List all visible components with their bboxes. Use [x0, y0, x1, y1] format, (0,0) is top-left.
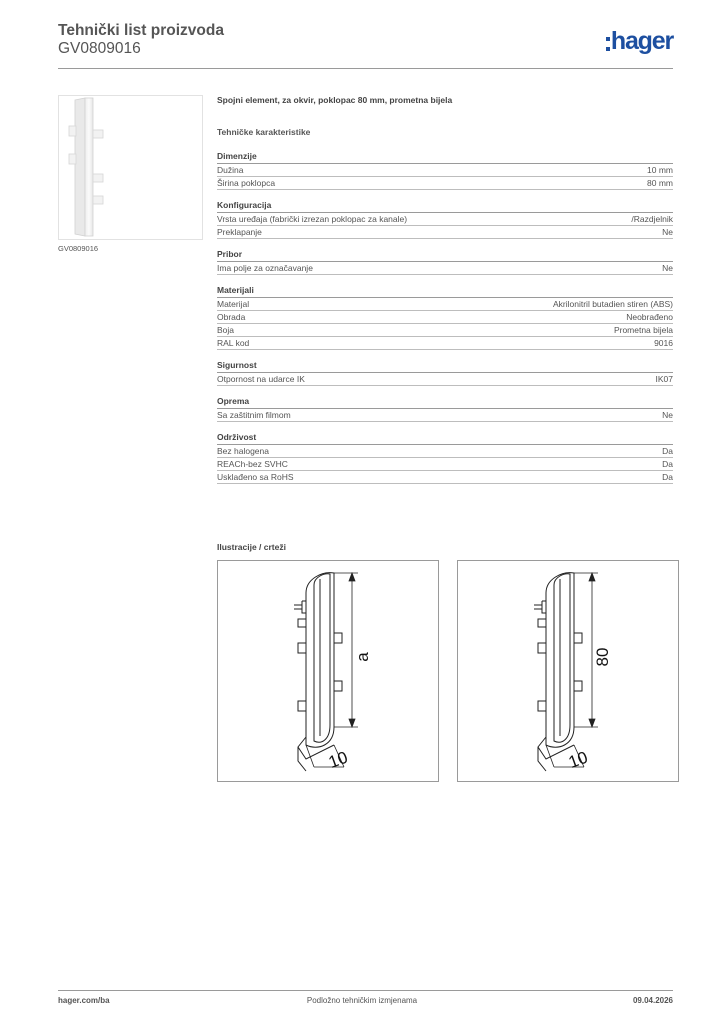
characteristics-panel: [217, 95, 673, 494]
logo-colon-icon: [606, 37, 610, 51]
section-sustainability: [217, 432, 673, 484]
section-safety: [217, 360, 673, 386]
row-value: 9016: [654, 338, 673, 348]
footer-notice: Podložno tehničkim izmjenama: [306, 996, 418, 1005]
dimension-label-height: a: [353, 652, 372, 662]
row-value: Ne: [662, 227, 673, 237]
product-image: [58, 95, 203, 240]
table-row: [217, 337, 673, 350]
product-description: Spojni element, za okvir, poklopac 80 mm, prometna bijela: [217, 95, 453, 105]
row-value: Ne: [662, 263, 673, 273]
row-value: Ne: [662, 410, 673, 420]
header-divider: [58, 68, 673, 69]
row-label: Sa zaštitnim filmom: [217, 410, 291, 420]
table-row: [217, 324, 673, 337]
product-photo-icon: [59, 96, 202, 239]
row-label: Bez halogena: [217, 446, 269, 456]
table-row: [217, 445, 673, 458]
row-label: Boja: [217, 325, 235, 335]
section-title: Konfiguracija: [217, 200, 673, 213]
section-materials: [217, 285, 673, 350]
footer-date: 09.04.2026: [632, 996, 673, 1005]
row-label: Usklađeno sa RoHS: [217, 472, 294, 482]
table-row: [217, 213, 673, 226]
row-label: REACh-bez SVHC: [217, 459, 288, 469]
row-label: Širina poklopca: [217, 178, 276, 188]
table-row: [217, 471, 673, 484]
section-equipment: [217, 396, 673, 422]
section-title: Pribor: [217, 249, 673, 262]
product-code: GV0809016: [58, 40, 141, 57]
table-row: [217, 177, 673, 190]
table-row: [217, 164, 673, 177]
row-value: Prometna bijela: [613, 325, 673, 335]
hager-logo: [606, 26, 673, 56]
section-title: Dimenzije: [217, 151, 673, 164]
connector-outline-icon: [294, 573, 342, 771]
technical-drawing-1: [217, 560, 439, 782]
illustrations-heading: Ilustracije / crteži: [217, 542, 286, 552]
row-value: Neobrađeno: [626, 312, 673, 322]
section-title: Oprema: [217, 396, 673, 409]
dimension-label-width: 10: [565, 747, 591, 772]
footer-website-link[interactable]: hager.com/ba: [58, 996, 110, 1005]
row-label: Materijal: [217, 299, 250, 309]
row-value: Da: [662, 472, 673, 482]
row-value: 10 mm: [647, 165, 673, 175]
row-label: Vrsta uređaja (fabrički izrezan poklopac za kanale): [217, 214, 408, 224]
section-dimensions: [217, 151, 673, 190]
section-accessories: [217, 249, 673, 275]
logo-text: hager: [610, 26, 673, 55]
row-value: IK07: [655, 374, 673, 384]
section-title: Materijali: [217, 285, 673, 298]
document-title: Tehnički list proizvoda: [58, 22, 224, 39]
table-row: [217, 226, 673, 239]
footer-divider: [58, 990, 673, 991]
tech-characteristics-heading: Tehničke karakteristike: [217, 127, 311, 137]
dimension-label-height: 80: [593, 647, 612, 667]
table-row: [217, 311, 673, 324]
section-title: Održivost: [217, 432, 673, 445]
row-value: Da: [662, 446, 673, 456]
technical-drawing-2: [457, 560, 679, 782]
connector-outline-icon: [534, 573, 582, 771]
table-row: [217, 373, 673, 386]
table-row: [217, 409, 673, 422]
row-label: Obrada: [217, 312, 246, 322]
row-label: Ima polje za označavanje: [217, 263, 313, 273]
row-value: Akrilonitril butadien stiren (ABS): [553, 299, 673, 309]
document-header: [58, 20, 673, 68]
dimension-label-width: 10: [325, 747, 351, 772]
row-label: Preklapanje: [217, 227, 262, 237]
row-value: /Razdjelnik: [631, 214, 673, 224]
row-label: RAL kod: [217, 338, 250, 348]
row-value: 80 mm: [647, 178, 673, 188]
table-row: [217, 298, 673, 311]
row-label: Otpornost na udarce IK: [217, 374, 305, 384]
section-title: Sigurnost: [217, 360, 673, 373]
row-value: Da: [662, 459, 673, 469]
section-configuration: [217, 200, 673, 239]
row-label: Dužina: [217, 165, 244, 175]
product-image-caption: GV0809016: [58, 244, 99, 253]
table-row: [217, 262, 673, 275]
table-row: [217, 458, 673, 471]
